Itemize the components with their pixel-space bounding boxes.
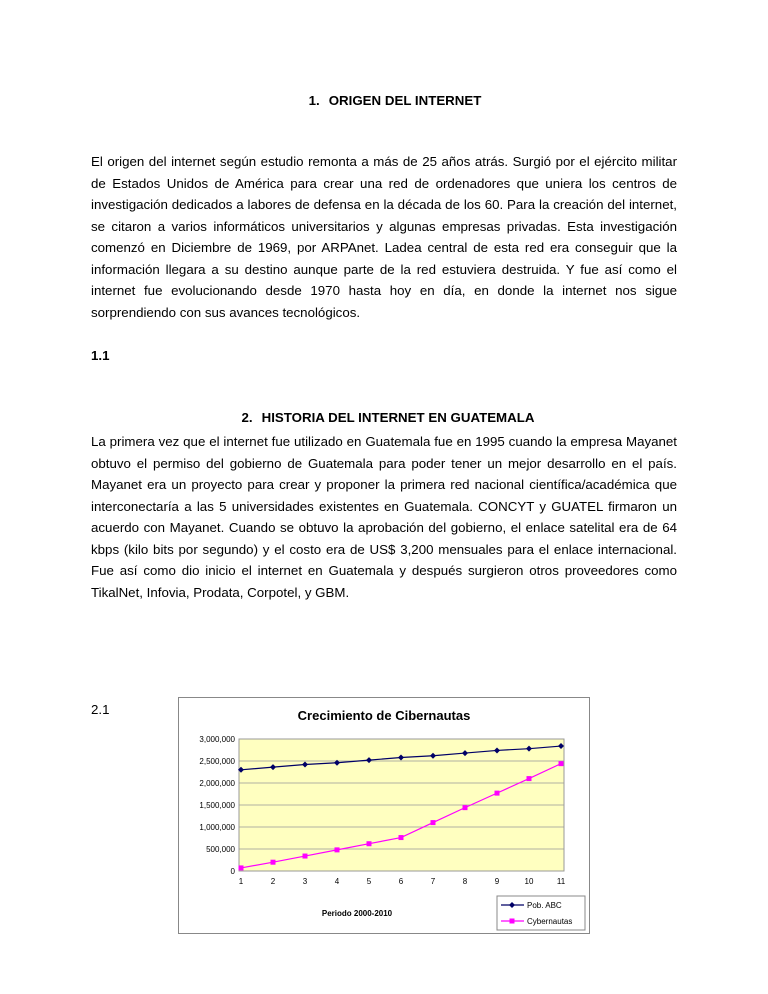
legend-label: Cybernautas [527,917,573,926]
section-2-number: 2. [241,410,253,425]
x-tick-label: 10 [524,877,534,886]
section-1-number: 1. [308,93,320,108]
x-tick-label: 11 [556,877,566,886]
section-1-heading [0,93,768,108]
data-point [303,854,308,859]
chart-title: Crecimiento de Cibernautas [297,708,471,723]
data-point [239,865,244,870]
y-tick-label: 500,000 [206,845,235,854]
subsection-1-1-label: 1.1 [91,348,110,363]
data-point [559,761,564,766]
x-tick-label: 4 [334,877,340,886]
data-point [335,847,340,852]
y-tick-label: 3,000,000 [199,735,235,744]
y-tick-label: 0 [230,867,235,876]
section-1-title: ORIGEN DEL INTERNET [328,93,482,108]
x-tick-label: 9 [494,877,500,886]
x-tick-label: 2 [270,877,276,886]
data-point [431,820,436,825]
data-point [367,841,372,846]
x-tick-label: 7 [430,877,436,886]
y-tick-label: 2,500,000 [199,757,235,766]
data-point [495,791,500,796]
y-tick-label: 2,000,000 [199,779,235,788]
subsection-2-1-label: 2.1 [91,702,110,717]
y-tick-label: 1,000,000 [199,823,235,832]
x-tick-label: 3 [302,877,308,886]
data-point [399,835,404,840]
x-tick-label: 8 [462,877,468,886]
growth-chart [178,697,590,934]
section-2-heading [0,410,768,425]
data-point [527,776,532,781]
x-tick-label: 5 [366,877,372,886]
data-point [271,860,276,865]
y-tick-label: 1,500,000 [199,801,235,810]
chart-x-axis-label: Periodo 2000-2010 [321,909,393,918]
section-2-title: HISTORIA DEL INTERNET EN GUATEMALA [261,410,535,425]
legend-label: Pob. ABC [527,901,562,910]
chart-svg [179,698,589,933]
x-tick-label: 6 [398,877,404,886]
x-tick-label: 1 [238,877,244,886]
section-1-paragraph: El origen del internet según estudio remonta a más de 25 años atrás. Surgió por el ejército militar de Estados Unidos de América para crear una red de ordenadores que uniera los centros de investigación dedicados a labores de defensa en la década de los 60. Para la creación del internet, se citaron a varios informáticos universitarios y algunas empresas privadas. Esta investigación comenzó en Diciembre de 1969, por ARPAnet. Ladea central de esta red era conseguir que la información llegara a su destino aunque parte de la red estuviera destruida. Y fue así como el internet fue evolucionando desde 1970 hasta hoy en día, en donde la internet nos sigue sorprendiendo con sus avances tecnológicos. [91,154,677,320]
data-point [463,805,468,810]
section-2-paragraph: La primera vez que el internet fue utilizado en Guatemala fue en 1995 cuando la empresa Mayanet obtuvo el permiso del gobierno de Guatemala para poder tener un mejor desarrollo en el país. Mayanet era un proyecto para crear y proponer la primera red nacional científica/académica que interconectaría a las 5 universidades existentes en Guatemala. CONCYT y GUATEL firmaron un acuerdo con Mayanet. Cuando se obtuvo la aprobación del gobierno, el enlace satelital era de 64 kbps (kilo bits por segundo) y el costo era de US$ 3,200 mensuales para el enlace internacional. Fue así como dio inicio el internet en Guatemala y después surgieron otros proveedores como TikalNet, Infovia, Prodata, Corpotel, y GBM. [91,434,677,600]
legend-marker [510,919,515,924]
